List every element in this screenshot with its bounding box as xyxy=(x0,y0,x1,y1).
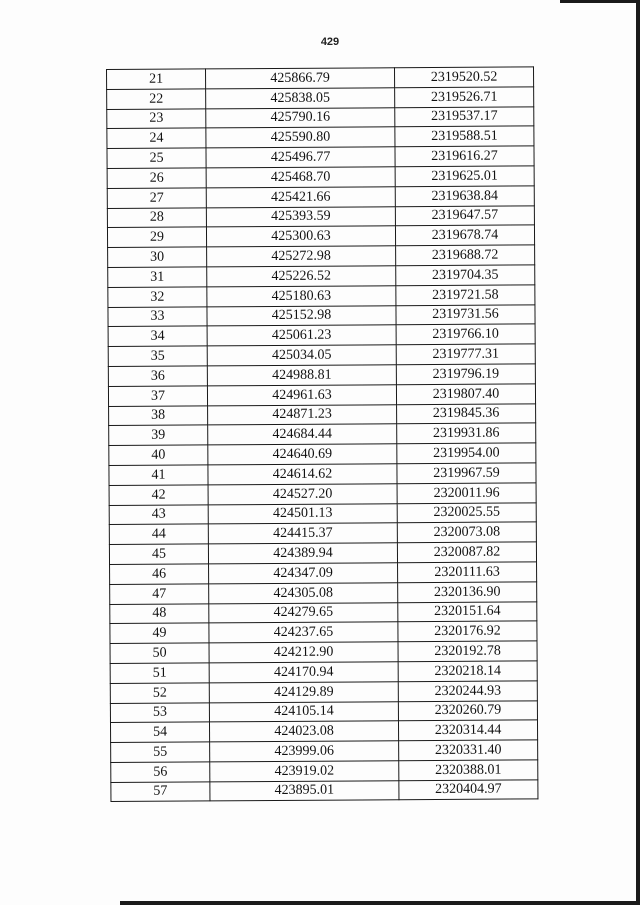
y-coordinate-cell: 2319777.31 xyxy=(396,344,535,365)
y-coordinate-cell: 2319625.01 xyxy=(395,166,534,187)
row-number-cell: 29 xyxy=(107,227,206,247)
x-coordinate-cell: 424961.63 xyxy=(207,384,396,405)
row-number-cell: 26 xyxy=(107,168,206,188)
y-coordinate-cell: 2320176.92 xyxy=(398,621,537,642)
row-number-cell: 39 xyxy=(109,425,208,445)
row-number-cell: 55 xyxy=(111,742,210,762)
y-coordinate-cell: 2320136.90 xyxy=(398,582,537,603)
x-coordinate-cell: 424279.65 xyxy=(209,602,398,623)
row-number-cell: 35 xyxy=(108,346,207,366)
table-row xyxy=(107,225,534,247)
y-coordinate-cell: 2319678.74 xyxy=(395,225,534,246)
table-row xyxy=(111,760,538,782)
x-coordinate-cell: 423919.02 xyxy=(210,761,399,782)
x-coordinate-cell: 425272.98 xyxy=(207,246,396,267)
table-row xyxy=(109,463,536,485)
y-coordinate-cell: 2319954.00 xyxy=(397,443,536,464)
table-row xyxy=(108,324,535,346)
y-coordinate-cell: 2320111.63 xyxy=(398,562,537,583)
y-coordinate-cell: 2319688.72 xyxy=(396,245,535,266)
y-coordinate-cell: 2319588.51 xyxy=(395,126,534,147)
x-coordinate-cell: 423895.01 xyxy=(210,780,399,801)
row-number-cell: 34 xyxy=(108,326,207,346)
row-number-cell: 57 xyxy=(111,782,210,802)
y-coordinate-cell: 2319807.40 xyxy=(396,384,535,405)
table-row xyxy=(110,720,537,742)
scan-edge-top xyxy=(560,0,640,3)
row-number-cell: 31 xyxy=(108,267,207,287)
table-row xyxy=(107,205,534,227)
y-coordinate-cell: 2320192.78 xyxy=(398,641,537,662)
table-row xyxy=(108,304,535,326)
row-number-cell: 49 xyxy=(110,623,209,643)
y-coordinate-cell: 2319616.27 xyxy=(395,146,534,167)
y-coordinate-cell: 2319721.58 xyxy=(396,285,535,306)
row-number-cell: 48 xyxy=(110,603,209,623)
row-number-cell: 22 xyxy=(107,89,206,109)
row-number-cell: 47 xyxy=(110,584,209,604)
scan-edge-right xyxy=(636,0,640,905)
y-coordinate-cell: 2319766.10 xyxy=(396,324,535,345)
table-row xyxy=(110,681,537,703)
row-number-cell: 43 xyxy=(109,504,208,524)
x-coordinate-cell: 424389.94 xyxy=(208,543,397,564)
table-row xyxy=(109,542,536,564)
x-coordinate-cell: 425866.79 xyxy=(206,68,395,89)
table-row xyxy=(110,661,537,683)
y-coordinate-cell: 2319967.59 xyxy=(397,463,536,484)
table-row xyxy=(111,740,538,762)
table-row xyxy=(111,780,538,802)
table-row xyxy=(107,67,534,89)
x-coordinate-cell: 424129.89 xyxy=(209,681,398,702)
row-number-cell: 42 xyxy=(109,485,208,505)
y-coordinate-cell: 2319796.19 xyxy=(396,364,535,385)
table-row xyxy=(108,364,535,386)
coordinates-table-wrapper xyxy=(106,66,534,802)
row-number-cell: 53 xyxy=(110,702,209,722)
x-coordinate-cell: 423999.06 xyxy=(210,741,399,762)
row-number-cell: 27 xyxy=(107,188,206,208)
x-coordinate-cell: 424988.81 xyxy=(207,365,396,386)
y-coordinate-cell: 2320314.44 xyxy=(398,720,537,741)
table-row xyxy=(107,146,534,168)
x-coordinate-cell: 425180.63 xyxy=(207,285,396,306)
coordinates-table xyxy=(106,66,538,802)
table-row xyxy=(108,344,535,366)
y-coordinate-cell: 2319638.84 xyxy=(395,186,534,207)
x-coordinate-cell: 424640.69 xyxy=(208,444,397,465)
row-number-cell: 30 xyxy=(108,247,207,267)
y-coordinate-cell: 2320011.96 xyxy=(397,483,536,504)
table-row xyxy=(109,443,536,465)
x-coordinate-cell: 424237.65 xyxy=(209,622,398,643)
row-number-cell: 23 xyxy=(107,108,206,128)
y-coordinate-cell: 2320151.64 xyxy=(398,601,537,622)
row-number-cell: 50 xyxy=(110,643,209,663)
x-coordinate-cell: 424871.23 xyxy=(208,404,397,425)
row-number-cell: 33 xyxy=(108,306,207,326)
x-coordinate-cell: 424415.37 xyxy=(208,523,397,544)
table-row xyxy=(108,384,535,406)
x-coordinate-cell: 425838.05 xyxy=(206,88,395,109)
y-coordinate-cell: 2320025.55 xyxy=(397,502,536,523)
table-row xyxy=(109,522,536,544)
x-coordinate-cell: 425393.59 xyxy=(206,206,395,227)
x-coordinate-cell: 424614.62 xyxy=(208,464,397,485)
row-number-cell: 44 xyxy=(109,524,208,544)
y-coordinate-cell: 2320218.14 xyxy=(398,661,537,682)
x-coordinate-cell: 425468.70 xyxy=(206,167,395,188)
x-coordinate-cell: 424347.09 xyxy=(209,563,398,584)
y-coordinate-cell: 2319704.35 xyxy=(396,265,535,286)
x-coordinate-cell: 424170.94 xyxy=(209,662,398,683)
coordinates-table-body xyxy=(107,67,538,802)
row-number-cell: 36 xyxy=(108,366,207,386)
scan-edge-bottom xyxy=(120,901,640,905)
y-coordinate-cell: 2319526.71 xyxy=(395,87,534,108)
y-coordinate-cell: 2320087.82 xyxy=(397,542,536,563)
row-number-cell: 51 xyxy=(110,663,209,683)
y-coordinate-cell: 2320388.01 xyxy=(399,760,538,781)
x-coordinate-cell: 425496.77 xyxy=(206,147,395,168)
x-coordinate-cell: 425790.16 xyxy=(206,107,395,128)
row-number-cell: 37 xyxy=(108,386,207,406)
table-row xyxy=(108,245,535,267)
y-coordinate-cell: 2319647.57 xyxy=(395,205,534,226)
y-coordinate-cell: 2319537.17 xyxy=(395,106,534,127)
x-coordinate-cell: 424105.14 xyxy=(209,701,398,722)
row-number-cell: 46 xyxy=(110,564,209,584)
y-coordinate-cell: 2320331.40 xyxy=(399,740,538,761)
x-coordinate-cell: 424527.20 xyxy=(208,483,397,504)
y-coordinate-cell: 2319520.52 xyxy=(394,67,533,88)
table-row xyxy=(107,166,534,188)
table-row xyxy=(109,403,536,425)
row-number-cell: 32 xyxy=(108,287,207,307)
row-number-cell: 21 xyxy=(107,69,206,89)
row-number-cell: 25 xyxy=(107,148,206,168)
table-row xyxy=(110,601,537,623)
x-coordinate-cell: 425226.52 xyxy=(207,266,396,287)
page-number: 429 xyxy=(320,36,340,48)
row-number-cell: 28 xyxy=(107,207,206,227)
table-row xyxy=(107,87,534,109)
y-coordinate-cell: 2319731.56 xyxy=(396,304,535,325)
table-row xyxy=(108,285,535,307)
row-number-cell: 56 xyxy=(111,762,210,782)
x-coordinate-cell: 425152.98 xyxy=(207,305,396,326)
y-coordinate-cell: 2320404.97 xyxy=(399,780,538,801)
row-number-cell: 54 xyxy=(110,722,209,742)
x-coordinate-cell: 425300.63 xyxy=(206,226,395,247)
table-row xyxy=(109,483,536,505)
row-number-cell: 38 xyxy=(109,405,208,425)
table-row xyxy=(108,265,535,287)
y-coordinate-cell: 2320073.08 xyxy=(397,522,536,543)
y-coordinate-cell: 2319931.86 xyxy=(397,423,536,444)
table-row xyxy=(110,621,537,643)
x-coordinate-cell: 425421.66 xyxy=(206,187,395,208)
table-row xyxy=(110,641,537,663)
y-coordinate-cell: 2320260.79 xyxy=(398,700,537,721)
table-row xyxy=(110,562,537,584)
table-row xyxy=(107,106,534,128)
table-row xyxy=(110,582,537,604)
table-row xyxy=(110,700,537,722)
x-coordinate-cell: 424684.44 xyxy=(208,424,397,445)
x-coordinate-cell: 425034.05 xyxy=(207,345,396,366)
row-number-cell: 41 xyxy=(109,465,208,485)
table-row xyxy=(107,126,534,148)
row-number-cell: 40 xyxy=(109,445,208,465)
x-coordinate-cell: 424023.08 xyxy=(209,721,398,742)
x-coordinate-cell: 425590.80 xyxy=(206,127,395,148)
row-number-cell: 24 xyxy=(107,128,206,148)
row-number-cell: 52 xyxy=(110,683,209,703)
table-row xyxy=(107,186,534,208)
row-number-cell: 45 xyxy=(109,544,208,564)
x-coordinate-cell: 425061.23 xyxy=(207,325,396,346)
y-coordinate-cell: 2320244.93 xyxy=(398,681,537,702)
table-row xyxy=(109,423,536,445)
table-row xyxy=(109,502,536,524)
x-coordinate-cell: 424212.90 xyxy=(209,642,398,663)
x-coordinate-cell: 424501.13 xyxy=(208,503,397,524)
x-coordinate-cell: 424305.08 xyxy=(209,582,398,603)
y-coordinate-cell: 2319845.36 xyxy=(397,403,536,424)
